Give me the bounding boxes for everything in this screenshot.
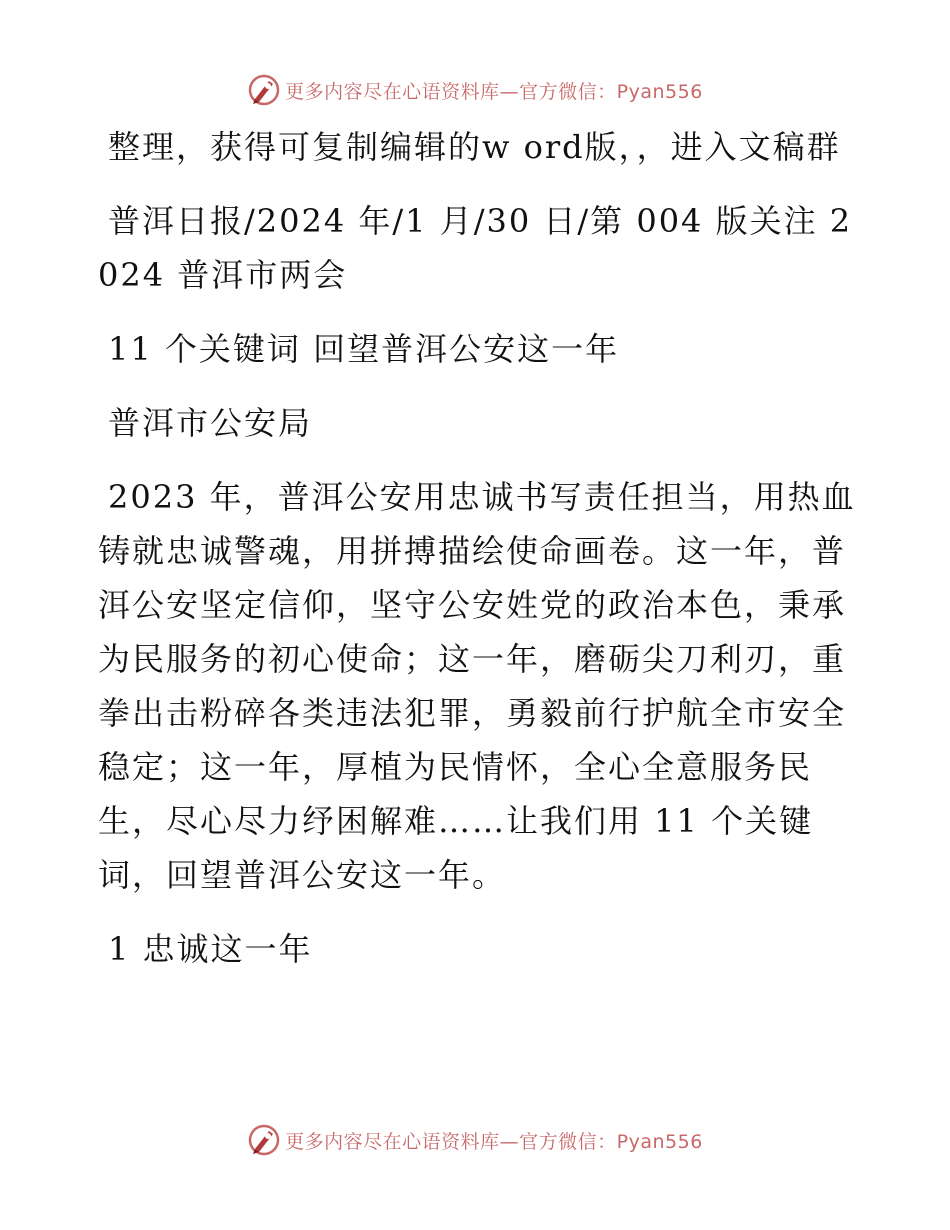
intro-paragraph: 整理，获得可复制编辑的w ord版，，进入文稿群 — [108, 128, 841, 166]
source-line: 普洱日报/2024 年/1 月/30 日/第 004 版关注 2024 普洱市两会 — [98, 202, 853, 294]
footer-watermark — [0, 1120, 950, 1160]
article-author: 普洱市公安局 — [108, 404, 313, 442]
watermark-text: 更多内容尽在心语资料库—官方微信：Pyan556 — [285, 1130, 703, 1153]
header-watermark — [0, 70, 950, 110]
pen-circle-icon — [247, 1123, 281, 1157]
document-body — [98, 120, 858, 996]
watermark-text: 更多内容尽在心语资料库—官方微信：Pyan556 — [285, 80, 703, 103]
pen-circle-icon — [247, 73, 281, 107]
article-title: 11 个关键词 回望普洱公安这一年 — [108, 330, 620, 368]
body-paragraph: 2023 年，普洱公安用忠诚书写责任担当，用热血铸就忠诚警魂，用拼搏描绘使命画卷。这一年，普洱公安坚定信仰，坚守公安姓党的政治本色，秉承为民服务的初心使命；这一年，磨砺尖刀利刃，重拳出击粉碎各类违法犯罪，勇毅前行护航全市安全稳定；这一年，厚植为民情怀，全心全意服务民生，尽心尽力纾困解难……让我们用 11 个关键词，回望普洱公安这一年。 — [98, 478, 856, 894]
section-heading: 1 忠诚这一年 — [108, 930, 313, 968]
